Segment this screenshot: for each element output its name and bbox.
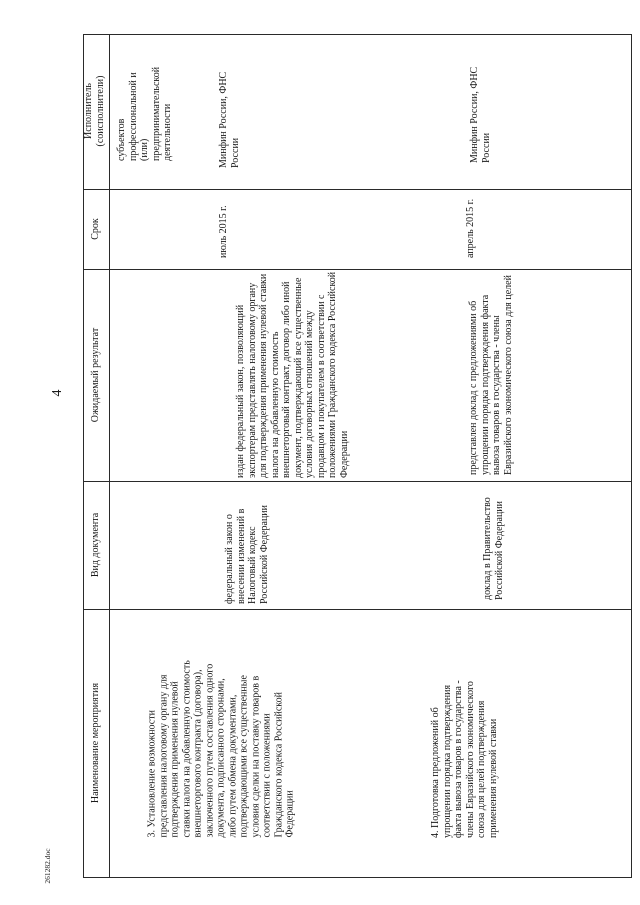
- row3-deadline: июль 2015 г.: [218, 205, 229, 258]
- page-number: 4: [50, 389, 65, 397]
- table-border-bottom: [83, 877, 631, 878]
- header-executor-line1: Исполнитель: [83, 83, 94, 139]
- document-code: 261282.doc: [43, 848, 52, 884]
- column-divider-result: [83, 269, 631, 270]
- header-doc-type: Вид документа: [90, 512, 101, 578]
- row4-deadline: апрель 2015 г.: [465, 198, 476, 258]
- header-result: Ожидаемый результат: [90, 327, 101, 423]
- row4-doc-type: доклад в Правительство Российской Федерации: [482, 497, 505, 600]
- row4-executor: Минфин России, ФНС России: [469, 66, 492, 163]
- table-border-right: [631, 34, 632, 878]
- row3-executor: Минфин России, ФНС России: [218, 71, 241, 168]
- row3-doc-type: федеральный закон о внесении изменений в Налоговый кодекс Российской Федерации: [224, 504, 270, 604]
- header-deadline: Срок: [90, 218, 101, 240]
- header-divider: [109, 34, 110, 878]
- header-name: Наименование мероприятия: [90, 682, 101, 804]
- row3-result: издан федеральный закон, позволяющий экспортерам представлять налоговому органу для подтверждения применения нулевой ставки налога на добавленную стоимость внешнеторговый контракт, договор либо иной документ, подтверждающий все существенные условия договорных отношений между продавцом и покупателем в соответствии с положениями Гражданского кодекса Российской Федерации: [235, 271, 350, 478]
- row3-name: 3. Установление возможности представления налоговому органу для подтверждения применения нулевой ставки налога на добавленную стоимость внешнеторгового контракта (договора), заключенного путем составления одного документа, подписанного сторонами, либо путем обмена документами, подтверждающими все существенные условия сделки на поставку товаров в соответствии с положениями Гражданского кодекса Российской Федерации: [146, 660, 296, 838]
- row4-result: представлен доклад с предложениями об упрощении порядка подтверждения факта вывоза товаров в государства - члены Евразийского экономического союза для целей: [468, 275, 514, 475]
- header-executor: [83, 48, 107, 174]
- column-divider-name: [83, 609, 631, 610]
- column-divider-deadline: [83, 189, 631, 190]
- carryover-executor: субъектов профессиональной и (или) предпринимательской деятельности: [116, 66, 173, 161]
- table-border-top: [83, 34, 631, 35]
- header-executor-line2: (соисполнители): [94, 75, 106, 147]
- row4-name: 4. Подготовка предложений об упрощении порядка подтверждения факта вывоза товаров в государства - члены Евразийского экономического союза для целей подтверждения применения нулевой ставки: [430, 680, 499, 838]
- column-divider-doc-type: [83, 481, 631, 482]
